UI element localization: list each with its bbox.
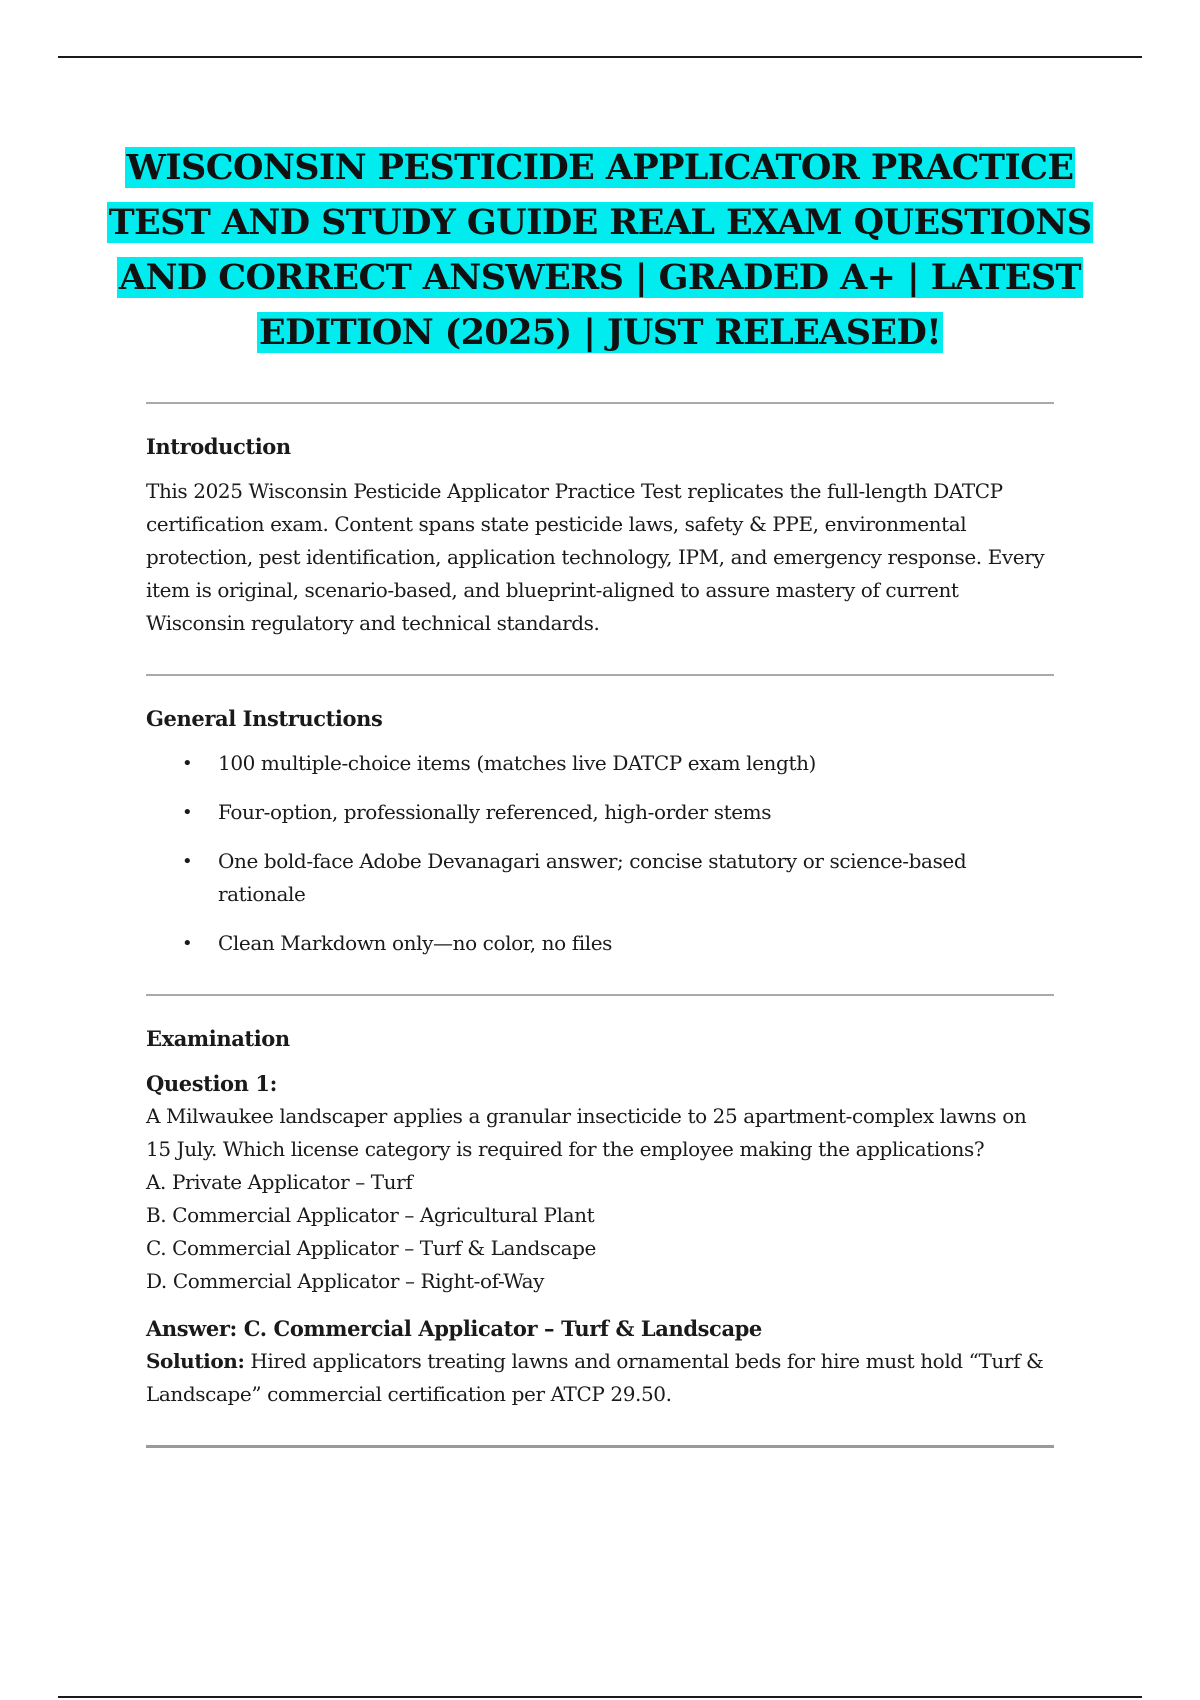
page-top-rule bbox=[58, 56, 1142, 58]
question-text: A Milwaukee landscaper applies a granular insecticide to 25 apartment-complex lawns on 15 July. Which license category is required for the employee making the applications? bbox=[146, 1104, 1027, 1161]
instructions-list bbox=[146, 747, 1054, 960]
instructions-heading: General Instructions bbox=[146, 706, 383, 731]
list-item: • 100 multiple-choice items (matches live DATCP exam length) bbox=[218, 747, 1054, 780]
list-item: • Clean Markdown only—no color, no files bbox=[218, 927, 1054, 960]
section-divider bbox=[146, 674, 1054, 676]
document-body bbox=[146, 402, 1054, 1448]
solution bbox=[146, 1345, 1054, 1411]
section-divider bbox=[146, 402, 1054, 404]
page-bottom-rule bbox=[58, 1696, 1142, 1698]
solution-text: Hired applicators treating lawns and ornamental beds for hire must hold “Turf & Landscape” commercial certification per ATCP 29.50. bbox=[146, 1349, 1044, 1406]
answer-option-c: C. Commercial Applicator – Turf & Landscape bbox=[146, 1236, 596, 1260]
list-item: • Four-option, professionally referenced, high-order stems bbox=[218, 796, 1054, 829]
introduction-text: This 2025 Wisconsin Pesticide Applicator Practice Test replicates the full-length DATCP certification exam. Content spans state pesticide laws, safety & PPE, environmental protection, pest identification, application technology, IPM, and emergency response. Every item is original, scenario-based, and blueprint-aligned to assure mastery of current Wisconsin regulatory and technical standards. bbox=[146, 479, 1045, 635]
title-line-1: WISCONSIN PESTICIDE APPLICATOR PRACTICE bbox=[126, 147, 1074, 188]
question-label: Question 1: bbox=[146, 1071, 277, 1096]
answer-option-a: A. Private Applicator – Turf bbox=[146, 1170, 413, 1194]
examination-heading: Examination bbox=[146, 1026, 290, 1051]
correct-answer: Answer: C. Commercial Applicator – Turf & Landscape bbox=[146, 1316, 762, 1341]
list-item: • One bold-face Adobe Devanagari answer; concise statutory or science-based rationale bbox=[218, 845, 1054, 911]
answer-option-b: B. Commercial Applicator – Agricultural Plant bbox=[146, 1203, 595, 1227]
title-line-3: AND CORRECT ANSWERS | GRADED A+ | LATEST bbox=[118, 257, 1082, 298]
title-line-4: EDITION (2025) | JUST RELEASED! bbox=[259, 312, 941, 353]
solution-label: Solution: bbox=[146, 1349, 245, 1373]
section-divider bbox=[146, 994, 1054, 996]
title-line-2: TEST AND STUDY GUIDE REAL EXAM QUESTIONS bbox=[108, 202, 1092, 243]
document-title bbox=[100, 140, 1100, 360]
introduction-heading: Introduction bbox=[146, 434, 291, 459]
section-divider bbox=[146, 1445, 1054, 1448]
answer-option-d: D. Commercial Applicator – Right-of-Way bbox=[146, 1269, 545, 1293]
